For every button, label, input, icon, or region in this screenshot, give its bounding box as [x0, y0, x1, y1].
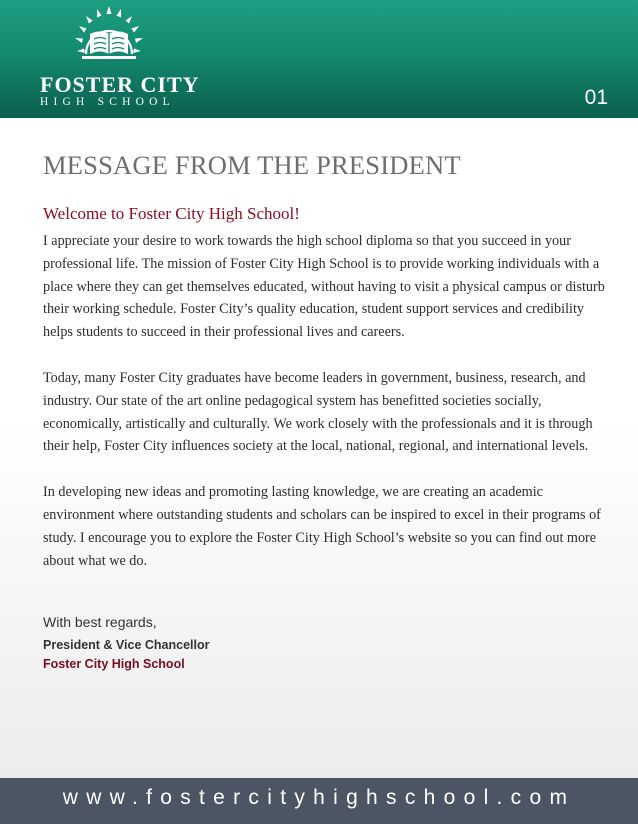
- paragraph: In developing new ideas and promoting lasting knowledge, we are creating an academic environment where outstanding students and scholars can be inspired to excel in their programs of study. I encourage you to explore the Foster City High School’s website so you can find out more about what we do.: [43, 484, 601, 569]
- message-body: [43, 230, 605, 595]
- page-title: MESSAGE FROM THE PRESIDENT: [43, 150, 461, 180]
- welcome-heading: Welcome to Foster City High School!: [43, 204, 300, 223]
- website-url: www.fostercityhighschool.com: [62, 786, 576, 809]
- logo-subname: HIGH SCHOOL: [40, 96, 175, 108]
- logo-name: FOSTER CITY: [40, 72, 200, 97]
- page-number: 01: [584, 86, 608, 109]
- paragraph: Today, many Foster City graduates have become leaders in government, business, research, and industry. Our state of the art online pedagogical system has benefitted societies socially, economically, artistically and culturally. We work closely with the professionals and it is through their help, Foster City influences society at the local, national, regional, and international levels.: [43, 369, 593, 455]
- footer-bar: [0, 778, 638, 824]
- header-banner: [0, 0, 638, 118]
- signatory-role: President & Vice Chancellor: [43, 638, 210, 652]
- sun-book-logo-icon: [64, 4, 154, 74]
- paragraph: I appreciate your desire to work towards the high school diploma so that you succeed in your professional life. The mission of Foster City High School is to provide working individuals with a place where they can get themselves educated, without having to visit a physical campus or disturb their working schedule. Foster City’s quality education, student support services and credibility helps students to succeed in their professional lives and careers.: [43, 233, 605, 341]
- closing-regards: With best regards,: [43, 614, 157, 630]
- signatory-school: Foster City High School: [43, 657, 185, 671]
